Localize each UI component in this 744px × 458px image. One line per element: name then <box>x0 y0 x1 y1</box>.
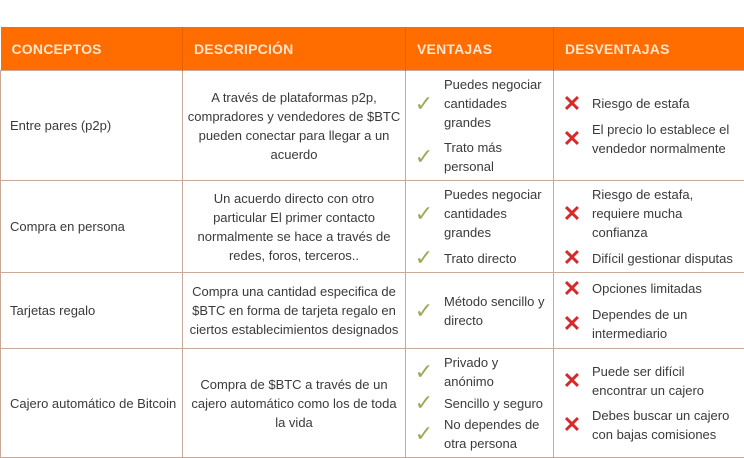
check-icon: ✓ <box>412 94 436 114</box>
header-disadvantages: DESVENTAJAS <box>554 27 744 71</box>
table-row <box>1 273 744 349</box>
advantage-item: ✓ Método sencillo y directo <box>412 292 547 330</box>
advantage-item: ✓ Puedes negociar cantidades grandes <box>412 185 547 242</box>
header-description: DESCRIPCIÓN <box>183 27 406 71</box>
table-row <box>1 349 744 458</box>
advantage-item: ✓ Puedes negociar cantidades grandes <box>412 75 547 132</box>
header-row <box>1 27 744 71</box>
cross-icon: ✕ <box>560 371 584 391</box>
advantage-item: ✓ Trato más personal <box>412 138 547 176</box>
table-row <box>1 71 744 181</box>
description-cell: Compra una cantidad especifica de $BTC en forma de tarjeta regalo en ciertos establecimientos designados <box>183 273 406 349</box>
cross-icon: ✕ <box>560 94 584 114</box>
cross-icon: ✕ <box>560 314 584 334</box>
check-icon: ✓ <box>412 204 436 224</box>
disadvantages-cell <box>554 71 744 181</box>
disadvantage-item: ✕ El precio lo establece el vendedor normalmente <box>560 120 738 158</box>
concept-cell: Entre pares (p2p) <box>1 71 183 181</box>
disadvantages-cell <box>554 349 744 458</box>
description-cell: Un acuerdo directo con otro particular El primer contacto normalmente se hace a través de redes, foros, terceros.. <box>183 181 406 273</box>
header-advantages: VENTAJAS <box>406 27 554 71</box>
advantage-item: ✓ Trato directo <box>412 248 547 268</box>
disadvantage-item: ✕ Debes buscar un cajero con bajas comisiones <box>560 406 738 444</box>
check-icon: ✓ <box>412 362 436 382</box>
check-icon: ✓ <box>412 424 436 444</box>
cross-icon: ✕ <box>560 204 584 224</box>
disadvantages-cell <box>554 273 744 349</box>
advantage-item: ✓ No dependes de otra persona <box>412 415 547 453</box>
disadvantage-item: ✕ Dependes de un intermediario <box>560 305 738 343</box>
description-cell: A través de plataformas p2p, compradores y vendedores de $BTC pueden conectar para llegar a un acuerdo <box>183 71 406 181</box>
header-concepts: CONCEPTOS <box>1 27 183 71</box>
description-cell: Compra de $BTC a través de un cajero automático como los de toda la vida <box>183 349 406 458</box>
advantages-cell <box>406 181 554 273</box>
cross-icon: ✕ <box>560 279 584 299</box>
comparison-table <box>0 27 744 458</box>
advantages-cell <box>406 349 554 458</box>
cross-icon: ✕ <box>560 129 584 149</box>
check-icon: ✓ <box>412 393 436 413</box>
disadvantage-item: ✕ Riesgo de estafa, requiere mucha confianza <box>560 185 738 242</box>
disadvantage-item: ✕ Puede ser difícil encontrar un cajero <box>560 362 738 400</box>
table-row <box>1 181 744 273</box>
concept-cell: Cajero automático de Bitcoin <box>1 349 183 458</box>
disadvantage-item: ✕ Opciones limitadas <box>560 279 738 299</box>
disadvantage-item: ✕ Riesgo de estafa <box>560 94 738 114</box>
concept-cell: Tarjetas regalo <box>1 273 183 349</box>
check-icon: ✓ <box>412 301 436 321</box>
cross-icon: ✕ <box>560 248 584 268</box>
check-icon: ✓ <box>412 248 436 268</box>
advantage-item: ✓ Sencillo y seguro <box>412 393 547 413</box>
concept-cell: Compra en persona <box>1 181 183 273</box>
advantages-cell <box>406 273 554 349</box>
check-icon: ✓ <box>412 147 436 167</box>
advantages-cell <box>406 71 554 181</box>
cross-icon: ✕ <box>560 415 584 435</box>
disadvantage-item: ✕ Difícil gestionar disputas <box>560 248 738 268</box>
advantage-item: ✓ Privado y anónimo <box>412 353 547 391</box>
disadvantages-cell <box>554 181 744 273</box>
